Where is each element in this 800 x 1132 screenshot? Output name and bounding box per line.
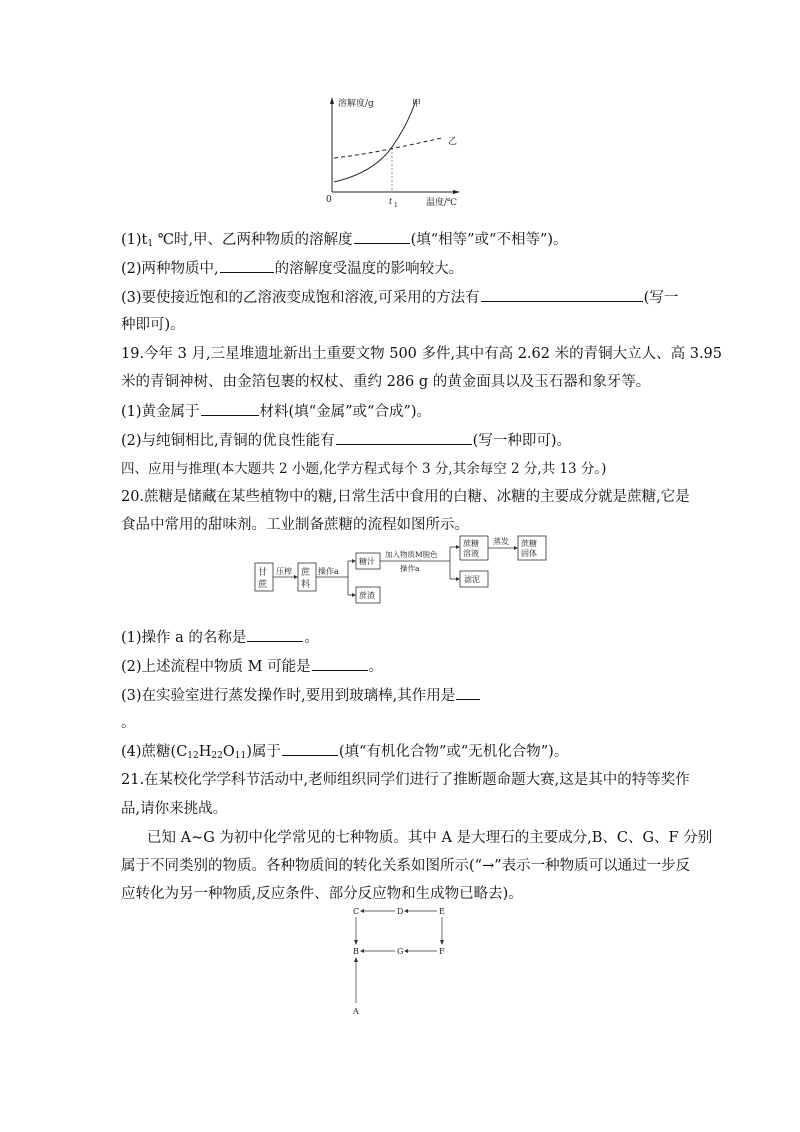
branch2-bottom-head xyxy=(456,577,460,581)
node-g: G xyxy=(397,947,404,956)
answer-blank[interactable] xyxy=(201,401,259,416)
branch2-top-head xyxy=(456,545,460,549)
label-press: 压榨 xyxy=(276,567,292,576)
q21-para-line2: 属于不同类别的物质。各种物质间的转化关系如图所示(“→”表示一种物质可以通过一步反 xyxy=(121,858,691,874)
curve-yi xyxy=(334,138,442,158)
q18-part2 xyxy=(121,258,463,279)
q18-part1 xyxy=(121,229,568,254)
q21-stem-line2: 品,请你来挑战。 xyxy=(121,801,228,817)
arrow-f-g-head xyxy=(404,949,408,953)
sucrose-solid-l1: 蔗糖 xyxy=(521,539,537,548)
q18-p1-post: (填“相等”或“不相等”)。 xyxy=(410,232,568,248)
label-op-a2: 操作a xyxy=(400,564,420,573)
answer-blank[interactable] xyxy=(247,627,303,642)
q19-p2-pre: (2)与纯铜相比,青铜的优良性能有 xyxy=(121,433,335,449)
q20-p3-pre: (3)在实验室进行蒸发操作时,要用到玻璃棒,其作用是 xyxy=(121,688,456,704)
q18-p3-post: (写一 xyxy=(643,290,679,306)
label-residue: 滤泥 xyxy=(464,575,480,584)
arrow-e-f-head xyxy=(440,940,444,945)
q20-p1-post: 。 xyxy=(304,630,319,646)
branch-bottom-head xyxy=(352,593,356,597)
node-f: F xyxy=(439,947,445,956)
sugarcane-char1: 甘 xyxy=(258,568,268,578)
q20-p4-post: (填“有机化合物”或“无机化合物”)。 xyxy=(338,744,569,760)
arrow-a-b-head xyxy=(354,957,358,962)
q19-p2-post: (写一种即可)。 xyxy=(472,433,571,449)
q21-para-line3: 应转化为另一种物质,反应条件、部分反应物和生成物已略去)。 xyxy=(121,886,523,902)
q19-stem-line2: 米的青铜神树、由金箔包裹的权杖、重约 286 g 的黄金面具以及玉石器和象牙等。 xyxy=(121,374,651,390)
q20-p2-post: 。 xyxy=(368,659,384,675)
label-evaporate: 蒸发 xyxy=(493,537,509,546)
origin-label: 0 xyxy=(326,195,332,205)
series-label-yi: 乙 xyxy=(448,137,458,147)
sugarcane-char2: 蔗 xyxy=(258,580,268,590)
q20-part2 xyxy=(121,656,383,677)
branch-top-head xyxy=(352,559,356,563)
section4-heading: 四、应用与推理(本大题共 2 小题,化学方程式每个 3 分,其余每空 2 分,共 13 分。) xyxy=(121,461,607,477)
answer-blank[interactable] xyxy=(456,685,480,700)
q19-p1-post: 材料(填“金属”或“合成”)。 xyxy=(259,404,432,420)
node-d: D xyxy=(397,907,404,916)
answer-blank[interactable] xyxy=(282,741,338,756)
q18-p3-pre: (3)要使接近饱和的乙溶液变成饱和溶液,可采用的方法有 xyxy=(121,290,480,306)
t1-label: t xyxy=(389,197,393,206)
curve-jia xyxy=(334,100,416,182)
sucrose-solid-l2: 固体 xyxy=(521,549,537,558)
q21-para-line1: 已知 A~G 为初中化学常见的七种物质。其中 A 是大理石的主要成分,B、C、G、F 分别 xyxy=(147,830,713,846)
cane-pulp-char1: 蔗 xyxy=(301,568,311,578)
x-axis-label: 温度/℃ xyxy=(426,198,458,208)
y-axis-arrow xyxy=(330,97,334,104)
answer-blank[interactable] xyxy=(354,229,410,244)
arrow-c-b-head xyxy=(354,940,358,945)
q20-p2-pre: (2)上述流程中物质 M 可能是 xyxy=(121,659,311,675)
q18-p1-pre: (1)t xyxy=(121,232,148,248)
q20-p4-h: H xyxy=(198,744,212,760)
q20-stem-line1: 20.蔗糖是储藏在某些植物中的糖,日常生活中食用的白糖、冰糖的主要成分就是蔗糖,它是 xyxy=(121,489,690,505)
answer-blank[interactable] xyxy=(220,258,274,273)
q20-p4-pre: (4)蔗糖(C xyxy=(121,744,188,760)
node-a: A xyxy=(353,1007,359,1016)
node-e: E xyxy=(439,907,445,916)
answer-blank[interactable] xyxy=(312,656,368,671)
solubility-chart xyxy=(320,92,470,212)
x-axis-arrow xyxy=(453,190,460,194)
q18-part3-cont: 种即可)。 xyxy=(121,317,185,333)
q20-p4-sub1: 12 xyxy=(187,751,199,761)
sucrose-solution-l1: 蔗糖 xyxy=(463,539,479,548)
arrow-press-head xyxy=(294,575,298,579)
arrow-d-c-head xyxy=(360,909,364,913)
inference-diagram xyxy=(345,903,455,1018)
arrow-evaporate-head xyxy=(514,546,518,550)
q19-stem-line1: 19.今年 3 月,三星堆遗址新出土重要文物 500 多件,其中有高 2.62 米的青铜大立人、高 3.95 xyxy=(121,346,723,362)
y-axis-label: 溶解度/g xyxy=(338,99,374,109)
q20-part3 xyxy=(121,685,481,706)
answer-blank[interactable] xyxy=(481,287,643,302)
q19-part1 xyxy=(121,401,431,422)
q19-p1-pre: (1)黄金属于 xyxy=(121,404,200,420)
q18-part3 xyxy=(121,287,678,308)
q20-part1 xyxy=(121,627,319,648)
q19-part2 xyxy=(121,430,571,451)
q18-p1-sub: 1 xyxy=(147,239,154,249)
q18-p1-mid: ℃时,甲、乙两种物质的溶解度 xyxy=(153,232,353,248)
arrow-g-b-head xyxy=(360,949,364,953)
sucrose-solution-l2: 溶液 xyxy=(463,549,479,558)
label-juice: 糖汁 xyxy=(359,557,375,566)
q20-part3-cont: 。 xyxy=(121,715,136,731)
answer-blank[interactable] xyxy=(336,430,472,445)
sucrose-flow-diagram xyxy=(250,533,560,607)
series-label-jia: 甲 xyxy=(412,99,422,109)
q20-p4-mid: )属于 xyxy=(246,744,281,760)
q20-part4 xyxy=(121,741,568,766)
t1-subscript: 1 xyxy=(394,202,398,209)
node-c: C xyxy=(353,907,360,916)
node-b: B xyxy=(353,947,359,956)
label-op-a: 操作a xyxy=(318,567,339,576)
q20-stem-line2: 食品中常用的甜味剂。工业制备蔗糖的流程如图所示。 xyxy=(121,517,469,533)
q20-p4-o: O xyxy=(222,744,235,760)
label-add-m: 加入物质M脱色 xyxy=(385,550,438,559)
q20-p4-sub2: 22 xyxy=(211,751,223,761)
q21-stem-line1: 21.在某校化学学科节活动中,老师组织同学们进行了推断题命题大赛,这是其中的特等奖作 xyxy=(121,772,690,788)
q18-p2-pre: (2)两种物质中, xyxy=(121,261,219,277)
label-bagasse: 蔗渣 xyxy=(359,591,375,600)
q18-p2-post: 的溶解度受温度的影响较大。 xyxy=(274,261,464,277)
q20-p1-pre: (1)操作 a 的名称是 xyxy=(121,630,247,646)
arrow-e-d-head xyxy=(404,909,408,913)
q20-p4-sub3: 11 xyxy=(234,751,247,761)
cane-pulp-char2: 料 xyxy=(301,580,311,590)
